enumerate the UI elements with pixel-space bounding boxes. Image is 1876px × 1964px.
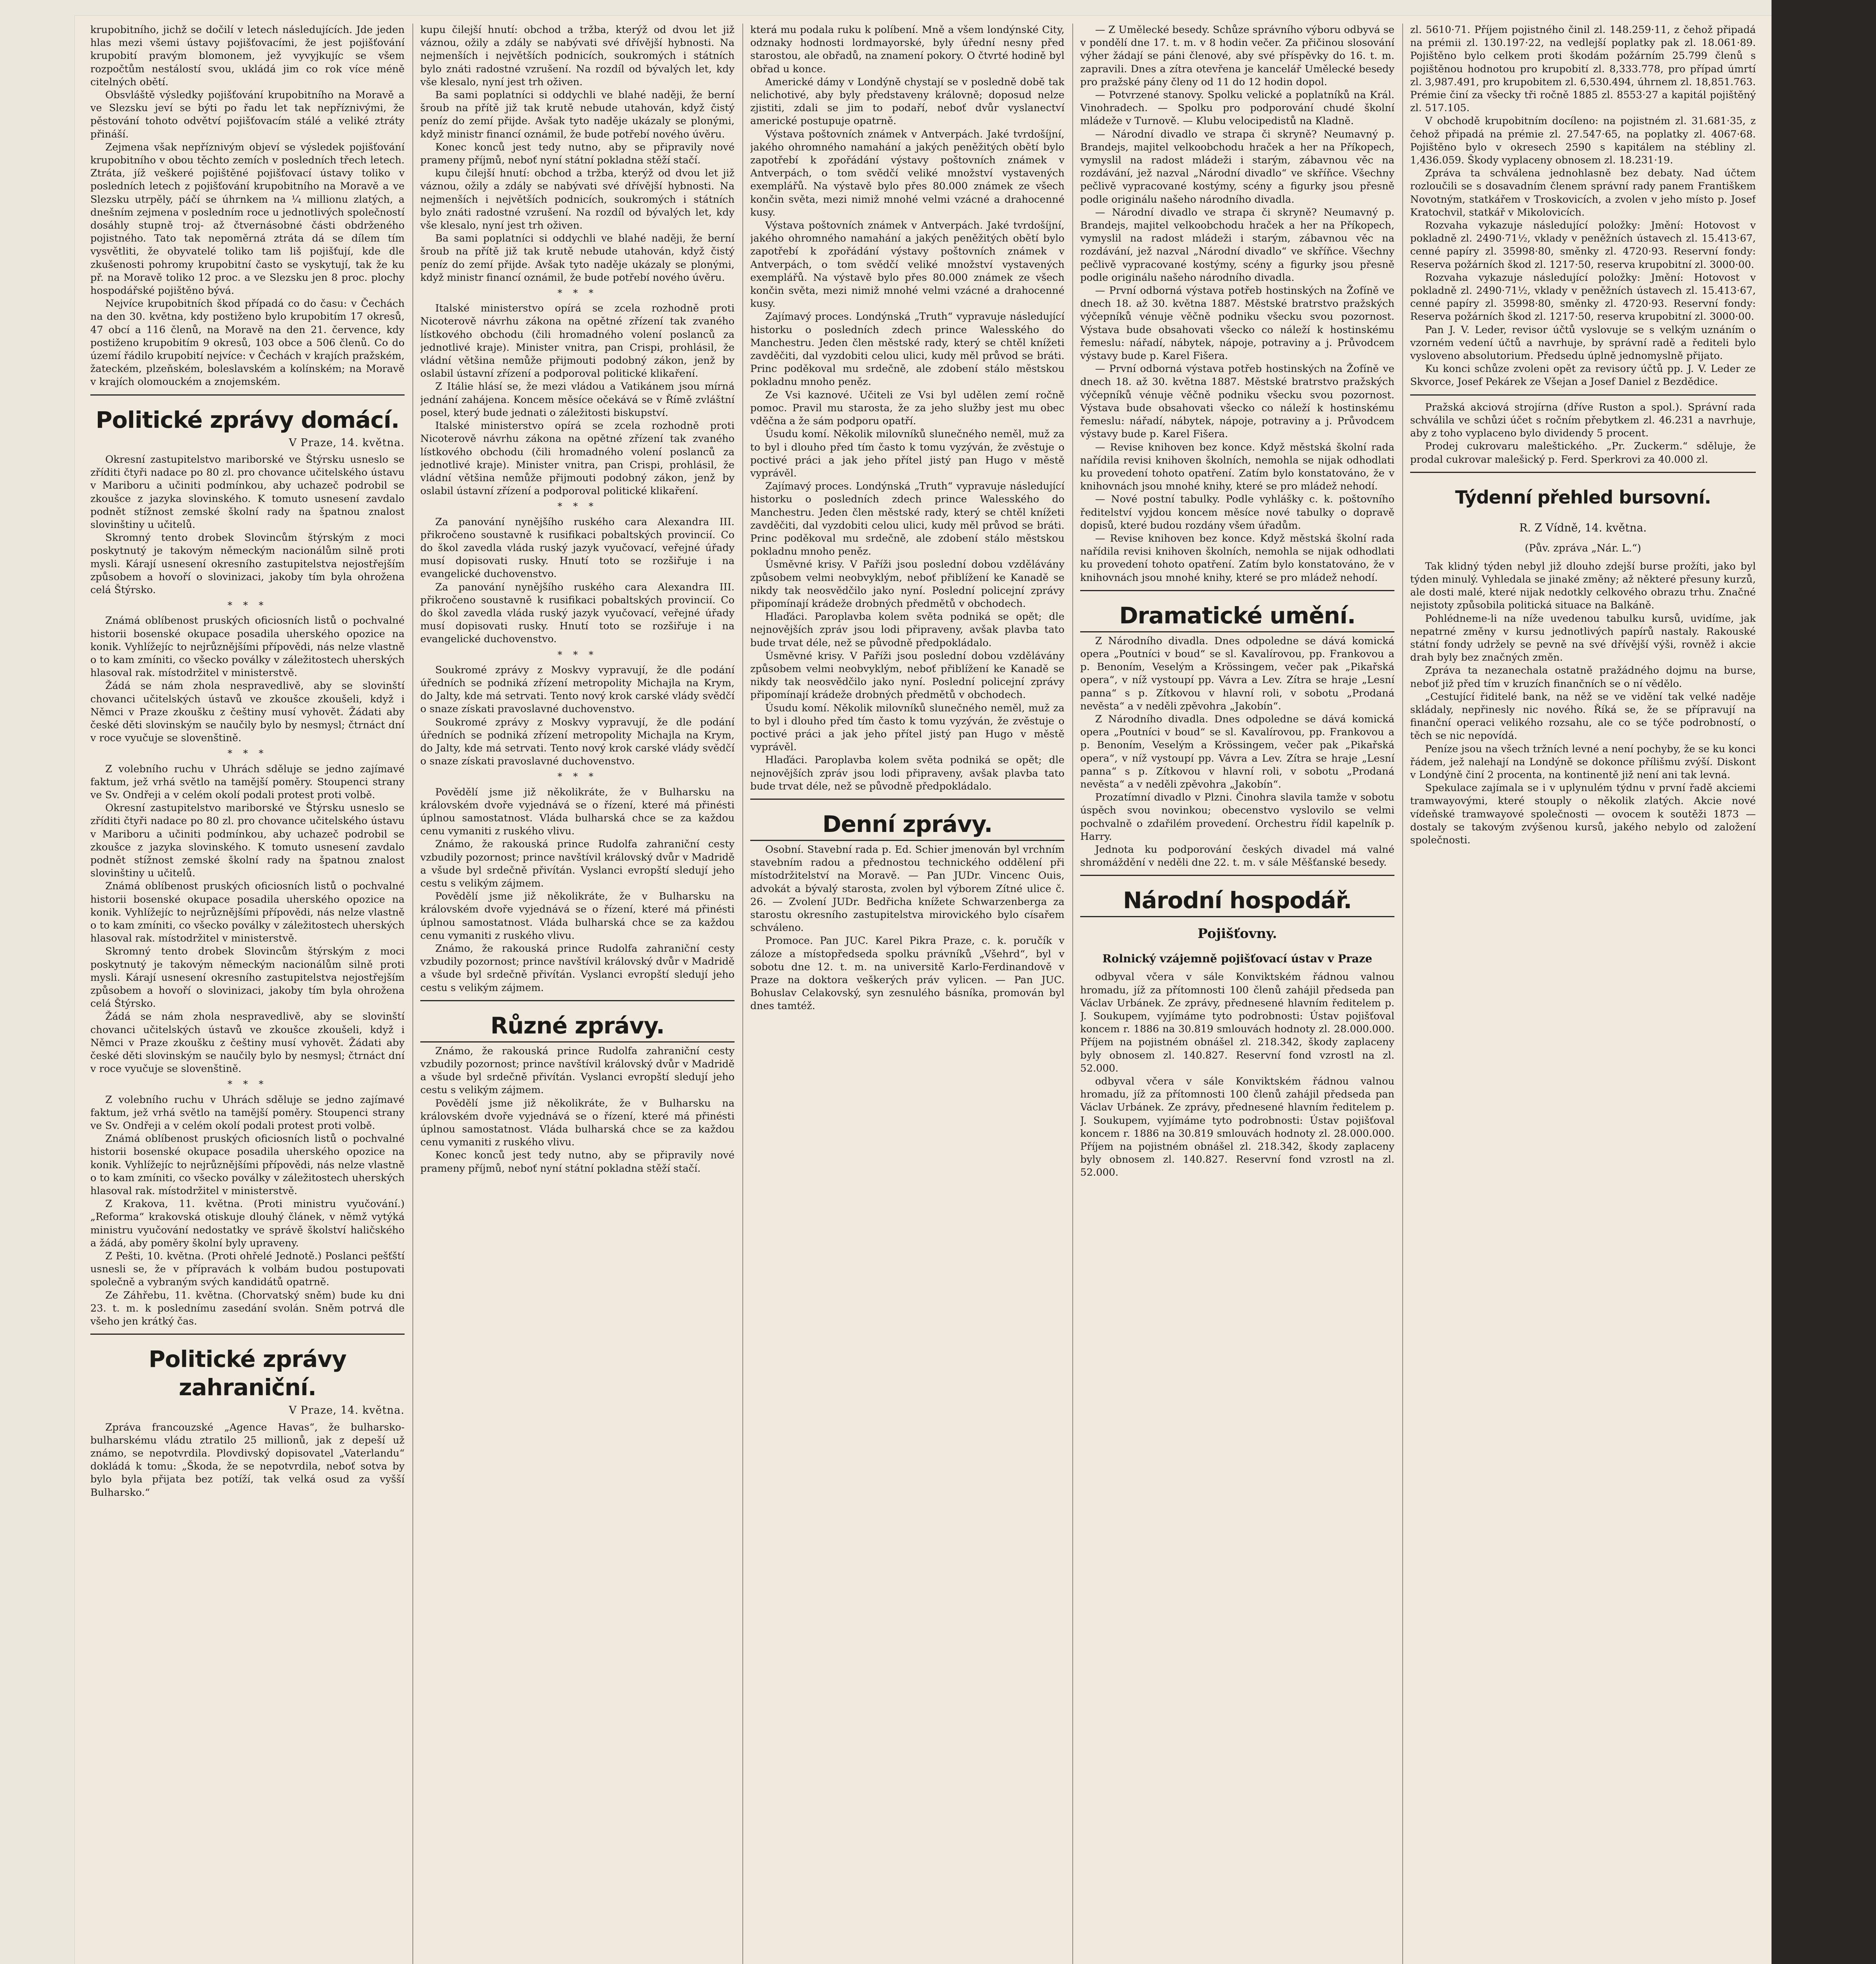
column-rule <box>412 24 413 1964</box>
article-text: Ku konci schůze zvoleni opět za revisory účtů pp. J. V. Leder ze Skvorce, Josef Pekárek ze Všejan a Josef Daniel z Bezdědice. <box>1410 363 1756 388</box>
article-text: která mu podala ruku k políbení. Mně a všem londýnské City, odznaky hodnosti lordmayorské, byly úřední nesny před starostou, ale obřadů, na znamení pokory. O čtvrté hodině byl obřad u konce. <box>750 24 1064 75</box>
article-text: Úsměvné krisy. V Paříži jsou poslední dobou vzdělávány způsobem velmi neobvyklým, neboť přiblížení ke Kanadě se nikdy tak neosvědčilo jako nyní. Poslední policejní zprávy připomínají krádeže drobných předmětů v obchodech. <box>750 650 1064 701</box>
article-text: Soukromé zprávy z Moskvy vypravují, že dle podání úředních se podniká zřízení metropolity Michajla na Krym, do Jalty, kde má setrvati. Tento nový krok carské vlády svědčí o snaze získati pravoslavné duchovenstvo. <box>420 664 735 715</box>
article-text: Povědělí jsme již několikráte, že v Bulharsku na královském dvoře vyjednává se o řízení, které má přinésti úplnou samostatnost. Vláda bulharská chce se za každou cenu vymaniti z ruského vlivu. <box>420 786 735 837</box>
article-text: — Národní divadlo ve strapa či skryně? Neumavný p. Brandejs, majitel velkoobchodu hraček a her na Příkopech, vymyslil na radost mládeži i starým, zábavnou věc na rozdávání, jež nazval „Národní divadlo“ ve skříňce. Všechny pečlivě vypracované kostýmy, scény a figurky jsou přesně podle originálu našeho národního divadla. <box>1080 128 1394 205</box>
column-5 <box>1410 24 1756 1964</box>
article-text: Italské ministerstvo opírá se zcela rozhodně proti Nicoterově návrhu zákona na opětné zřízení tak zvaného lístkového obchodu (čili hromadného volení poslanců za jednotlivé kraje). Minister vnitra, pan Crispi, prohlásil, že vládní většina nemůže přijmouti podobný zákon, jenž by oslabil ústavní zřízení a podporoval politické klikaření. <box>420 302 735 380</box>
article-text: Ba sami poplatníci si oddychli ve blahé naději, že berní šroub na přítě již tak krutě nebude utahován, když čistý peníz do zemí přijde. Avšak tyto naděje ukázaly se plonými, když ministr financí oznámil, že bude potřebí nového úvěru. <box>420 233 735 284</box>
article-text: Povědělí jsme již několikráte, že v Bulharsku na královském dvoře vyjednává se o řízení, které má přinésti úplnou samostatnost. Vláda bulharská chce se za každou cenu vymaniti z ruského vlivu. <box>420 1097 735 1149</box>
divider <box>1080 875 1394 876</box>
article-heading: Rolnický vzájemně pojišťovací ústav v Praze <box>1102 952 1372 966</box>
article-text: Hlaďáci. Paroplavba kolem světa podniká se opět; dle nejnovějších zpráv jsou lodi připraveny, avšak plavba tato bude trvat déle, než se původně předpokládalo. <box>750 611 1064 649</box>
article-text: Zpráva ta schválena jednohlasně bez debaty. Nad účtem rozloučili se s dosavadním členem správní rady panem Františkem Novotným, statkářem v Troskovicích, a zvolen v jeho místo p. Josef Kratochvil, statkář v Mikolovicích. <box>1410 167 1756 218</box>
article-text: — Revise knihoven bez konce. Když městská školní rada nařídila revisi knihoven školních, nemohla se nijak odhodlati ku provedení tohoto opatření. Zatím bylo konstatováno, že v knihovnách jsou mnohé knihy, které se pro mládež nehodí. <box>1080 532 1394 584</box>
article-text: Z Národního divadla. Dnes odpoledne se dává komická opera „Poutníci v boud“ se sl. Kavalírovou, pp. Frankovou a p. Benoním, Veselým a Krössingem, večer pak „Pikařská opera“, v níž vystoupí pp. Vávra a Lev. Zítra se hraje „Lesní panna“ s p. Zítkovou v hlavní roli, v sobotu „Prodaná nevěsta“ a v neděli zpěvohra „Jakobín“. <box>1080 635 1394 712</box>
dateline: V Praze, 14. května. <box>289 1404 405 1417</box>
article-text: Zajímavý proces. Londýnská „Truth“ vypravuje následující historku o posledních zdech prince Walesského do Manchestru. Jeden člen městské rady, který se chtěl knížeti zavděčiti, dal vyzdobiti celou ulici, kudy měl průvod se bráti. Princ poděkoval mu srdečně, ale zdobení stálo městskou pokladnu mnoho peněz. <box>750 311 1064 388</box>
article-text: Úsudu komí. Několik milovníků slunečného neměl, muž za to byl i dlouho před tím často k tomu vyzýván, že zvěstuje o poctivé práci a jak jeho přítel jistý pan Hugo v městě vyprávěl. <box>750 702 1064 753</box>
divider <box>1410 394 1756 396</box>
article-text: Zajímavý proces. Londýnská „Truth“ vypravuje následující historku o posledních zdech prince Walesského do Manchestru. Jeden člen městské rady, který se chtěl knížeti zavděčiti, dal vyzdobiti celou ulici, kudy měl průvod se bráti. Princ poděkoval mu srdečně, ale zdobení stálo městskou pokladnu mnoho peněz. <box>750 480 1064 558</box>
article-text: krupobitního, jichž se dočilí v letech následujících. Jde jeden hlas mezi všemi ústavy pojišťovacími, že jest pojišťování krupobití pravým blomonem, jež vyvyjkujíc se všem rozpočtům nestálostí svou, ukládá jim co rok více méně citelných obětí. <box>90 24 405 88</box>
column-rule <box>1402 24 1403 1964</box>
article-text: Italské ministerstvo opírá se zcela rozhodně proti Nicoterově návrhu zákona na opětné zřízení tak zvaného lístkového obchodu (čili hromadného volení poslanců za jednotlivé kraje). Minister vnitra, pan Crispi, prohlásil, že vládní většina nemůže přijmouti podobný zákon, jenž by oslabil ústavní zřízení a podporoval politické klikaření. <box>420 420 735 497</box>
article-text: Úsměvné krisy. V Paříži jsou poslední dobou vzdělávány způsobem velmi neobvyklým, neboť přiblížení ke Kanadě se nikdy tak neosvědčilo jako nyní. Poslední policejní zprávy připomínají krádeže drobných předmětů v obchodech. <box>750 559 1064 610</box>
source-note: (Pův. zpráva „Nár. L.“) <box>1524 542 1642 554</box>
article-text: Z Národního divadla. Dnes odpoledne se dává komická opera „Poutníci v boud“ se sl. Kavalírovou, pp. Frankovou a p. Benoním, Veselým a Krössingem, večer pak „Pikařská opera“, v níž vystoupí pp. Vávra a Lev. Zítra se hraje „Lesní panna“ s p. Zítkovou v hlavní roli, v sobotu „Prodaná nevěsta“ a v neděli zpěvohra „Jakobín“. <box>1080 713 1394 790</box>
article-text: — Nové postní tabulky. Podle vyhlášky c. k. poštovního ředitelství vyjdou koncem měsíce nové tabulky o dopravě dopisů, které budou rozdány všem úřadům. <box>1080 493 1394 531</box>
article-text: Pražská akciová strojírna (dříve Ruston a spol.). Správní rada schválila ve schůzi účet s ročním přebytkem zl. 46.231 a navrhuje, aby z toho vyplaceno bylo dividendy 5 procent. <box>1410 401 1756 440</box>
article-text: Výstava poštovních známek v Antverpách. Jaké tvrdošíjní, jakého ohromného namahání a jakých peněžitých obětí bylo zapotřebí k zpořádání výstavy poštovních známek v Antverpách, o tom svědčí veliké množství vystavených exemplářů. Na výstavě bylo přes 80.000 známek ze všech končin světa, mezi nimiž mnohé velmi vzácné a drahocenné kusy. <box>750 220 1064 310</box>
section-heading-domestic: Politické zprávy domácí. <box>95 406 399 433</box>
article-text: Rozvaha vykazuje následující položky: Jmění: Hotovost v pokladně zl. 2490·71½, vklady v peněžních ústavech zl. 15.413·67, cenné papíry zl. 35998·80, směnky zl. 4720·93. Reservní fondy: Reserva požárních škod zl. 1217·50, reserva krupobitní zl. 3000·00. <box>1410 220 1756 271</box>
article-text: Spekulace zajímala se i v uplynulém týdnu v první řadě akciemi tramwayovými, které stouply o několik zlatých. Akcie nové vídeňské tramwayové společnosti — ovocem k soutěži 1873 — dostaly se takovým zvýšenou kursů, jakého nebylo od založení společnosti. <box>1410 782 1756 846</box>
section-heading-various: Různé zprávy. <box>420 1011 735 1042</box>
divider <box>90 1334 405 1335</box>
article-text: V obchodě krupobitním docíleno: na pojistném zl. 31.681·35, z čehož připadá na prémie zl. 27.547·65, na poplatky zl. 4067·68. Pojištěno bylo v okresech 2590 s kapitálem na stébliny zl. 1,436.059. Škody vyplaceny obnosem zl. 18.231·19. <box>1410 115 1756 167</box>
article-text: Známo, že rakouská prince Rudolfa zahraniční cesty vzbudily pozornost; prince navštívil královský dvůr v Madridě a všude byl srdečně přivítán. Vyslanci evropští sledují jeho cestu s velikým zájmem. <box>420 1045 735 1096</box>
article-text: Americké dámy v Londýně chystají se v posledně době tak nelichotivé, aby byly představeny královně; doposud nelze zjistiti, zdali se jim to podaří, neboť dvůr vyslanectví americké postupuje opatrně. <box>750 76 1064 127</box>
article-text: odbyval včera v sále Konviktském řádnou valnou hromadu, jíž za přítomnosti 100 členů zahájil předseda pan Václav Urbánek. Ze zprávy, přednesené hlavním ředitelem p. J. Soukupem, vyjímáme tyto podrobnosti: Ústav pojišťoval koncem r. 1886 na 30.819 smlouvách hodnoty zl. 28.000.000. Příjem na pojistném obnášel zl. 218.342, škody zaplaceny byly obnosem zl. 140.827. Reservní fond vzrostl na zl. 52.000. <box>1080 971 1394 1074</box>
section-heading-daily: Denní zprávy. <box>750 810 1064 841</box>
article-text: Za panování nynějšího ruského cara Alexandra III. přikročeno soustavně k rusifikaci pobaltských provincií. Co do škol zavedla vláda ruský jazyk vyučovací, veřejné úřady musí dopisovati rusky. Hnutí toto se rozšiřuje i na evangelické duchovenstvo. <box>420 581 735 645</box>
article-text: Zejmena však nepříznivým objeví se výsledek pojišťování krupobitního v obou těchto zemích v posledních třech letech. Ztráta, jíž veškeré pojištěné pojišťovací ústavy toliko v posledních letech z pojišťování krupobitního na Moravě a ve Slezsku utrpěly, páčí se úhrnkem na ¼ millionu zlatých, a dnešním zejmena v posledním roce u jednotlivých společností dosáhly stupně troj- až čtvernásobné části obdrženého pojistného. Tato tak nepoměrná ztráta dá se dílem tím vysvětliti, že obyvatelé toliko tam liš pojišťují, kde dle zkušenosti pohromy krupobitní často se vyskytují, tak že ku př. na Moravě toliko 12 proc. a ve Slezsku jen 8 proc. plochy hospodářské pojištěno bývá. <box>90 141 405 297</box>
article-text: Tak klidný týden nebyl již dlouho zdejší burse prožíti, jako byl týden minulý. Vyhledala se jinaké změny; až některé přesuny kurzů, ale dosti malé, které nijak nedotkly celkového obrazu trhu. Značné nejistoty způsobila politická situace na Balkáně. <box>1410 560 1756 612</box>
article-text: kupu čilejší hnutí: obchod a tržba, kterýž od dvou let již váznou, ožily a zdály se nabývati své dřívější hybnosti. Na nejmenších i největších podnicích, soukromých i státních bylo znáti radostné vzrušení. Na rozdíl od bývalých let, kdy vše klesalo, nyní jest trh oživen. <box>420 167 735 232</box>
scan-edge-shadow <box>1772 0 1876 1964</box>
article-text: — Z Umělecké besedy. Schůze správního výboru odbyvá se v pondělí dne 17. t. m. v 8 hodin večer. Za přičinou slosování výher žádají se páni členové, aby své příspěvky do 16. t. m. zapravili. Dnes a zítra otevřena je kancelář Umělecké besedy pro pražské pány členy od 11 do 12 hodin dopol. <box>1080 24 1394 88</box>
article-text: — Revise knihoven bez konce. Když městská školní rada nařídila revisi knihoven školních, nemohla se nijak odhodlati ku provedení tohoto opatření. Zatím bylo konstatováno, že v knihovnách jsou mnohé knihy, které se pro mládež nehodí. <box>1080 441 1394 493</box>
column-rule <box>1072 24 1073 1964</box>
article-text: Zpráva ta nezanechala ostatně pražádného dojmu na burse, neboť již před tím v kruzích finančních se o ní vědělo. <box>1410 665 1756 690</box>
article-text: Povědělí jsme již několikráte, že v Bulharsku na královském dvoře vyjednává se o řízení, které má přinésti úplnou samostatnost. Vláda bulharská chce se za každou cenu vymaniti z ruského vlivu. <box>420 890 735 942</box>
article-text: Prodej cukrovaru maleštického. „Pr. Zuckerm.“ sděluje, že prodal cukrovar malešický p. Ferd. Sperkrovi za 40.000 zl. <box>1410 440 1756 465</box>
divider <box>750 799 1064 800</box>
article-text: Zpráva francouzské „Agence Havas“, že bulharsko-bulharskému vládu ztratilo 25 millionů, jak z depeší už známo, se nepotvrdila. Plovdivský dopisovatel „Vaterlandu“ dokládá k tomu: „Škoda, že se nepotvrdila, neboť sotva by bylo byla přijata bez potíží, tak velká osud za vyšší Bulharsko.“ <box>90 1421 405 1499</box>
article-text: Ze Záhřebu, 11. května. (Chorvatský sněm) bude ku dni 23. t. m. k poslednímu zasedání svolán. Sněm potrvá dle všeho jen krátký čas. <box>90 1289 405 1328</box>
article-text: Známá oblíbenost pruských oficiosních listů o pochvalné historii bosenské okupace posadila uherského opozice na konik. Vyhlížejíc to nejrůznějšími přípovědi, nás nelze vlastně o to kam zmíniti, co všecko poválky v záležitostech uherských hlasoval rak. místodržitel v ministerstvě. <box>90 615 405 679</box>
column-rule <box>742 24 743 1964</box>
divider <box>420 1000 735 1001</box>
dateline: R. Z Vídně, 14. května. <box>1519 521 1647 534</box>
article-text: — Národní divadlo ve strapa či skryně? Neumavný p. Brandejs, majitel velkoobchodu hraček a her na Příkopech, vymyslil na radost mládeži i starým, zábavnou věc na rozdávání, jež nazval „Národní divadlo“ ve skříňce. Všechny pečlivě vypracované kostýmy, scény a figurky jsou přesně podle originálu našeho národního divadla. <box>1080 206 1394 284</box>
article-text: Z Krakova, 11. května. (Proti ministru vyučování.) „Reforma“ krakovská otiskuje dlouhý článek, v němž vytýká ministru vyučování nedostatky ve správě školství haličského a žádá, aby poměry školní byly upraveny. <box>90 1198 405 1249</box>
article-text: Hlaďáci. Paroplavba kolem světa podniká se opět; dle nejnovějších zpráv jsou lodi připraveny, avšak plavba tato bude trvat déle, než se původně předpokládalo. <box>750 754 1064 792</box>
separator-stars: * * * <box>557 501 597 512</box>
column-1 <box>90 24 405 1964</box>
article-text: Pan J. V. Leder, revisor účtů vyslovuje se s velkým uznáním o vzorném vedení účtů a navrhuje, by správní radě a řediteli bylo vysloveno absolutorium. Předsedu úplně jednomyslně přijato. <box>1410 324 1756 362</box>
article-text: kupu čilejší hnutí: obchod a tržba, kterýž od dvou let již váznou, ožily a zdály se nabývati své dřívější hybnosti. Na nejmenších i největších podnicích, soukromých i státních bylo znáti radostné vzrušení. Na rozdíl od bývalých let, kdy vše klesalo, nyní jest trh oživen. <box>420 24 735 88</box>
article-text: Peníze jsou na všech tržních levné a není pochyby, že se ku konci řádem, jež nalehají na Londýně se dokonce přílišmu zvýší. Diskont v Londýně činí 2 procenta, na kontinentě již není ani tak levná. <box>1410 743 1756 781</box>
article-text: Žádá se nám zhola nespravedlivě, aby se slovinští chovanci učitelských ústavů ve zkoušce zkoušeli, když i Němci v Praze zkoušku z češtiny musí vyhovět. Žádati aby české děti slovinským se naučily bylo by nesmysl; čtrnáct dní v roce vyučuje se slovenštině. <box>90 1011 405 1075</box>
article-text: — Potvrzené stanovy. Spolku velické a poplatníků na Král. Vinohradech. — Spolku pro podporování chudé školní mládeže v Turnově. — Klubu velocipedistů na Kladně. <box>1080 89 1394 127</box>
divider <box>90 394 405 396</box>
section-heading-bourse: Týdenní přehled bursovní. <box>1455 486 1711 508</box>
separator-stars: * * * <box>227 748 267 759</box>
article-text: Nejvíce krupobitních škod případá co do času: v Čechách na den 30. května, kdy postiženo bylo krupobitím 17 okresů, 47 obcí a 116 členů, na Moravě na den 21. července, kdy postiženo krupobitím 9 okresů, 103 obce a 506 členů. Co do území řádilo krupobití nejvíce: v Čechách v krajích pražském, žateckém, plzeňském, boleslavském a kolínském; na Moravě v krajích olomouckém a znojemském. <box>90 298 405 388</box>
section-heading-drama: Dramatické umění. <box>1080 601 1394 632</box>
newspaper-page <box>75 16 1772 1964</box>
subsection-heading-insurance: Pojišťovny. <box>1197 926 1277 942</box>
article-text: — První odborná výstava potřeb hostinských na Žofíně ve dnech 18. až 30. května 1887. Městské bratrstvo pražských výčepníků vénuje věčně podniku všecku svou pozornost. Výstava bude obsahovati všecko co náleží k hostinskému řemeslu: nářadí, nábytek, nápoje, potraviny a j. Průvodcem výstavy bude p. Karel Fišera. <box>1080 363 1394 440</box>
divider <box>1080 590 1394 591</box>
article-text: zl. 5610·71. Příjem pojistného činil zl. 148.259·11, z čehož připadá na prémii zl. 130.197·22, na vedlejší poplatky pak zl. 18.061·89. Pojištěno bylo celkem proti škodám požárním 25.799 členů s pojištěnou hodnotou pro krupobití zl. 8,333.778, pro případ úmrtí zl. 3,987.491, pro krupobitem zl. 6,530.494, úhrnem zl. 18,851.763. Prémie činí za všecky tři ročně 1885 zl. 8553·27 a kapitál pojištěný zl. 517.105. <box>1410 24 1756 114</box>
column-2 <box>420 24 735 1964</box>
column-3 <box>750 24 1064 1964</box>
separator-stars: * * * <box>227 1079 267 1090</box>
article-text: Z Pešti, 10. května. (Proti ohřelé Jednotě.) Poslanci pešťští usnesli se, že v přípravách k volbám budou postupovati společně a vybraným svých kandidátů opatrně. <box>90 1250 405 1288</box>
article-text: Známá oblíbenost pruských oficiosních listů o pochvalné historii bosenské okupace posadila uherského opozice na konik. Vyhlížejíc to nejrůznějšími přípovědi, nás nelze vlastně o to kam zmíniti, co všecko poválky v záležitostech uherských hlasoval rak. místodržitel v ministerstvě. <box>90 1133 405 1197</box>
article-text: Z volebního ruchu v Uhrách sděluje se jedno zajímavé faktum, jež vrhá světlo na tamější poměry. Stoupenci strany ve Sv. Ondřeji a v celém okolí podali protest proti volbě. <box>90 1094 405 1132</box>
article-text: Známo, že rakouská prince Rudolfa zahraniční cesty vzbudily pozornost; prince navštívil královský dvůr v Madridě a všude byl srdečně přivítán. Vyslanci evropští sledují jeho cestu s velikým zájmem. <box>420 838 735 889</box>
article-text: Pohlédneme-li na níže uvedenou tabulku kursů, uvidíme, jak nepatrné změny v kursu jednotlivých papírů nastaly. Rakouské státní fondy udržely se pevně na své dřívější výši, rovněž i akcie drah byly bez značných změn. <box>1410 612 1756 664</box>
article-text: Rozvaha vykazuje následující položky: Jmění: Hotovost v pokladně zl. 2490·71½, vklady v peněžních ústavech zl. 15.413·67, cenné papíry zl. 35998·80, směnky zl. 4720·93. Reservní fondy: Reserva požárních škod zl. 1217·50, reserva krupobitní zl. 3000·00. <box>1410 271 1756 323</box>
article-text: Okresní zastupitelstvo mariborské ve Štýrsku usneslo se zříditi čtyři nadace po 80 zl. pro chovance učitelského ústavu v Mariboru a učiniti podmínkou, aby uchazeč podrobil se zkoušce z jazyka slovinského. K tomuto usnesení zavdalo podnět stížnost zemské školní rady na špatnou znalost slovinštiny u učitelů. <box>90 453 405 531</box>
article-text: Soukromé zprávy z Moskvy vypravují, že dle podání úředních se podniká zřízení metropolity Michajla na Krym, do Jalty, kde má setrvati. Tento nový krok carské vlády svědčí o snaze získati pravoslavné duchovenstvo. <box>420 716 735 768</box>
article-text: Za panování nynějšího ruského cara Alexandra III. přikročeno soustavně k rusifikaci pobaltských provincií. Co do škol zavedla vláda ruský jazyk vyučovací, veřejné úřady musí dopisovati rusky. Hnutí toto se rozšiřuje i na evangelické duchovenstvo. <box>420 516 735 580</box>
article-text: Ze Vsi kaznové. Učiteli ze Vsi byl udělen zemí ročně pomoc. Pravil mu starosta, že za jeho služby jest mu obec vděčna a že sám podporu opatří. <box>750 389 1064 427</box>
article-text: Výstava poštovních známek v Antverpách. Jaké tvrdošíjní, jakého ohromného namahání a jakých peněžitých obětí bylo zapotřebí k zpořádání výstavy poštovních známek v Antverpách, o tom svědčí veliké množství vystavených exemplářů. Na výstavě bylo přes 80.000 známek ze všech končin světa, mezi nimiž mnohé velmi vzácné a drahocenné kusy. <box>750 128 1064 218</box>
divider <box>1410 472 1756 473</box>
article-text: Ba sami poplatníci si oddychli ve blahé naději, že berní šroub na přítě již tak krutě nebude utahován, když čistý peníz do zemí přijde. Avšak tyto naděje ukázaly se plonými, když ministr financí oznámil, že bude potřebí nového úvěru. <box>420 89 735 140</box>
article-text: Známo, že rakouská prince Rudolfa zahraniční cesty vzbudily pozornost; prince navštívil královský dvůr v Madridě a všude byl srdečně přivítán. Vyslanci evropští sledují jeho cestu s velikým zájmem. <box>420 943 735 994</box>
article-text: Úsudu komí. Několik milovníků slunečného neměl, muž za to byl i dlouho před tím často k tomu vyzýván, že zvěstuje o poctivé práci a jak jeho přítel jistý pan Hugo v městě vyprávěl. <box>750 428 1064 479</box>
separator-stars: * * * <box>557 288 597 299</box>
article-text: Obsvláště výsledky pojišťování krupobitního na Moravě a ve Slezsku jeví se býti po řadu let tak nepříznivými, že pěstování tohoto odvětví pojišťovacím stálé a veliké ztráty přináší. <box>90 89 405 140</box>
separator-stars: * * * <box>227 600 267 611</box>
article-text: Z volebního ruchu v Uhrách sděluje se jedno zajímavé faktum, jež vrhá světlo na tamější poměry. Stoupenci strany ve Sv. Ondřeji a v celém okolí podali protest proti volbě. <box>90 763 405 801</box>
dateline: V Praze, 14. května. <box>289 436 405 449</box>
article-text: Jednota ku podporování českých divadel má valné shromáždění v neděli dne 22. t. m. v sále Měšťanské besedy. <box>1080 843 1394 869</box>
article-text: Známá oblíbenost pruských oficiosních listů o pochvalné historii bosenské okupace posadila uherského opozice na konik. Vyhlížejíc to nejrůznějšími přípovědi, nás nelze vlastně o to kam zmíniti, co všecko poválky v záležitostech uherských hlasoval rak. místodržitel v ministerstvě. <box>90 880 405 945</box>
article-text: Konec konců jest tedy nutno, aby se připravily nové prameny příjmů, neboť nyní státní pokladna stěží stačí. <box>420 141 735 167</box>
section-heading-economy: Národní hospodář. <box>1080 886 1394 917</box>
article-text: odbyval včera v sále Konviktském řádnou valnou hromadu, jíž za přítomnosti 100 členů zahájil předseda pan Václav Urbánek. Ze zprávy, přednesené hlavním ředitelem p. J. Soukupem, vyjímáme tyto podrobnosti: Ústav pojišťoval koncem r. 1886 na 30.819 smlouvách hodnoty zl. 28.000.000. Příjem na pojistném obnášel zl. 218.342, škody zaplaceny byly obnosem zl. 140.827. Reservní fond vzrostl na zl. 52.000. <box>1080 1075 1394 1179</box>
article-text: Konec konců jest tedy nutno, aby se připravily nové prameny příjmů, neboť nyní státní pokladna stěží stačí. <box>420 1149 735 1174</box>
article-text: Promoce. Pan JUC. Karel Pikra Praze, c. k. poručík v záloze a místopředseda spolku právníků „Všehrd“, byl v sobotu dne 12. t. m. na universitě Karlo-Ferdinandově v Praze na doktora veškerých práv vylicen. — Pan JUC. Bohuslav Celakovský, syn zesnulého básníka, promován byl dnes tamtéž. <box>750 935 1064 1012</box>
section-heading-foreign: Politické zprávy zahraniční. <box>148 1346 346 1401</box>
article-text: — První odborná výstava potřeb hostinských na Žofíně ve dnech 18. až 30. května 1887. Městské bratrstvo pražských výčepníků vénuje věčně podniku všecku svou pozornost. Výstava bude obsahovati všecko co náleží k hostinskému řemeslu: nářadí, nábytek, nápoje, potraviny a j. Průvodcem výstavy bude p. Karel Fišera. <box>1080 285 1394 362</box>
article-text: Skromný tento drobek Slovincům štýrským z moci poskytnutý je takovým německým nacionálům silně proti mysli. Kárají usnesení okresního zastupitelstva nejostřejším způsobem a hovoří o slovinizaci, jakoby tím byla ohrožena celá Štýrsko. <box>90 945 405 1010</box>
article-text: Prozatímní divadlo v Plzni. Činohra slavila tamže v sobotu úspěch svou novinkou; obecenstvo vyslovilo se velmi pochvalně o zdařilém provedení. Orchestru řídil kapelník p. Harry. <box>1080 791 1394 843</box>
article-text: Skromný tento drobek Slovincům štýrským z moci poskytnutý je takovým německým nacionálům silně proti mysli. Kárají usnesení okresního zastupitelstva nejostřejším způsobem a hovoří o slovinizaci, jakoby tím byla ohrožena celá Štýrsko. <box>90 532 405 596</box>
article-text: Osobní. Stavební rada p. Ed. Schier jmenován byl vrchním stavebním radou a přednostou technického oddělení při místodržitelství na Moravě. — Pan JUDr. Vincenc Ouis, advokát a bývalý starosta, zvolen byl výborem Zítné ulice č. 26. — Zvolení JUDr. Bedřicha knížete Schwarzenberga za starostu okresního zastupitelstva mirovického bylo císařem schváleno. <box>750 843 1064 934</box>
separator-stars: * * * <box>557 771 597 782</box>
article-text: „Cestující řiditelé bank, na něž se ve vidění tak velké naděje skládaly, nepřinesly nic nového. Říká se, že se přípravují na finanční operaci velikého rozsahu, ale co se týče podrobností, o těch se nic nepovídá. <box>1410 691 1756 742</box>
separator-stars: * * * <box>557 649 597 660</box>
article-text: Žádá se nám zhola nespravedlivě, aby se slovinští chovanci učitelských ústavů ve zkoušce zkoušeli, když i Němci v Praze zkoušku z češtiny musí vyhovět. Žádati aby české děti slovinským se naučily bylo by nesmysl; čtrnáct dní v roce vyučuje se slovenštině. <box>90 680 405 744</box>
column-4 <box>1080 24 1394 1964</box>
article-text: Okresní zastupitelstvo mariborské ve Štýrsku usneslo se zříditi čtyři nadace po 80 zl. pro chovance učitelského ústavu v Mariboru a učiniti podmínkou, aby uchazeč podrobil se zkoušce z jazyka slovinského. K tomuto usnesení zavdalo podnět stížnost zemské školní rady na špatnou znalost slovinštiny u učitelů. <box>90 802 405 879</box>
article-text: Z Itálie hlásí se, že mezi vládou a Vatikánem jsou mírná jednání zahájena. Koncem měsíce očekává se v Římě zvláštní posel, který bude jednati o záležitosti biskupství. <box>420 381 735 419</box>
